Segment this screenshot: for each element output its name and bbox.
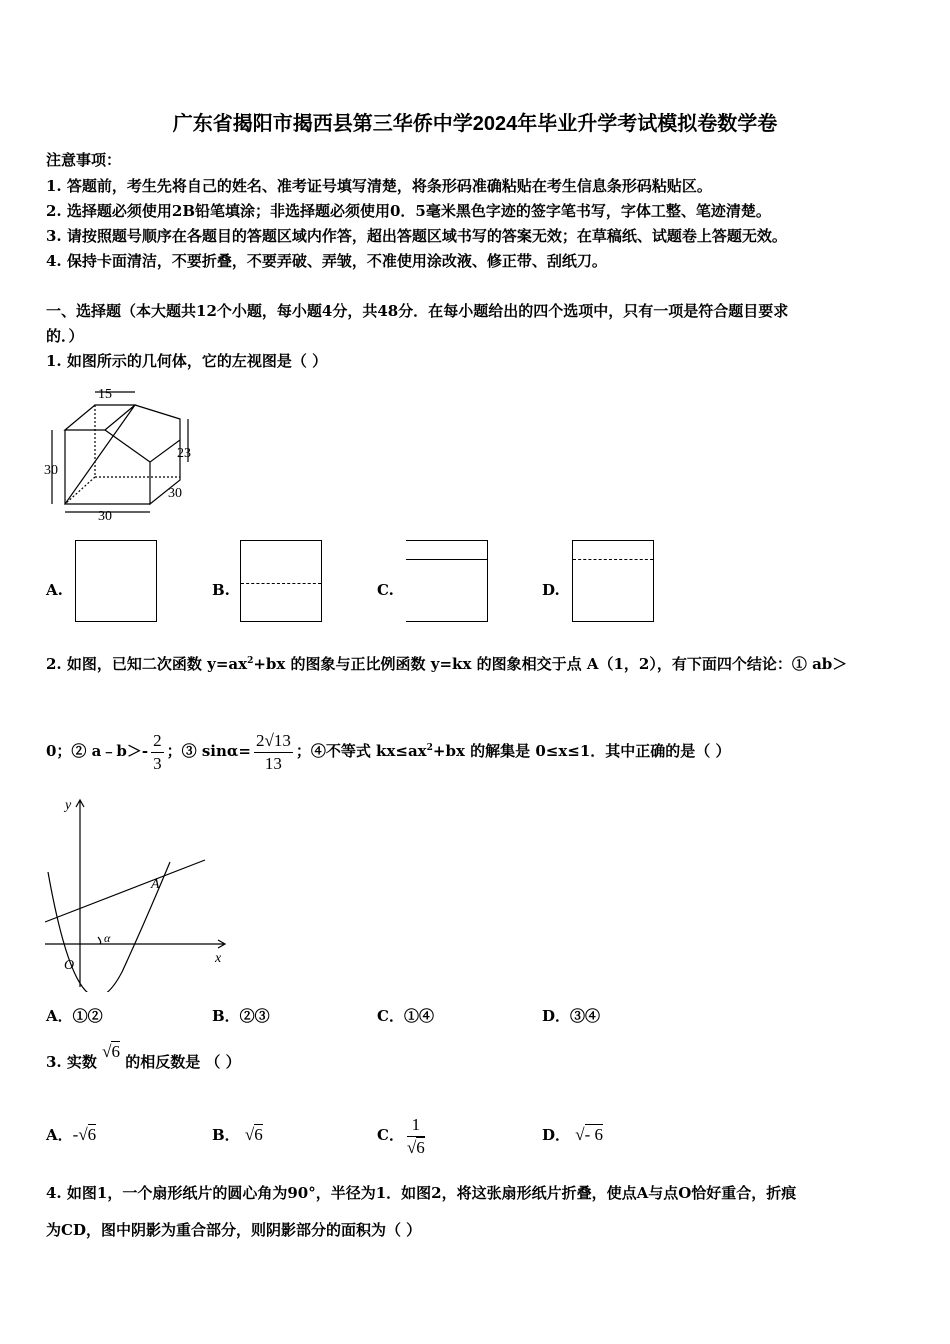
- q1-option-a-label[interactable]: A.: [46, 581, 63, 599]
- dim-label: 30: [44, 463, 58, 478]
- section-heading: 一、选择题（本大题共12个小题，每小题4分，共48分．在每小题给出的四个选项中，只有一项是符合题目要求: [46, 302, 789, 320]
- text: 3. 实数: [46, 1053, 97, 1071]
- option-label: C．: [377, 1126, 404, 1144]
- q2-option-d[interactable]: D．③④: [542, 1007, 601, 1025]
- dim-label: 30: [98, 509, 112, 522]
- hidden-edge-line: [573, 559, 653, 560]
- sqrt: -√6: [72, 1125, 97, 1144]
- numerator: 2: [151, 730, 164, 753]
- text: +bx 的图象与正比例函数 y=kx 的图象相交于点 A（1，2），有下面四个结论：① ab＞: [253, 655, 848, 673]
- note-item: 4. 保持卡面清洁，不要折叠，不要弄破、弄皱，不准使用涂改液、修正带、刮纸刀。: [46, 252, 607, 270]
- q1-solid-figure: [40, 382, 200, 522]
- sqrt: √6: [102, 1042, 120, 1061]
- text: 2. 如图，已知二次函数 y=ax: [46, 655, 248, 673]
- page-title: 广东省揭阳市揭西县第三华侨中学2024年毕业升学考试模拟卷数学卷: [172, 113, 778, 135]
- q2-stem-line2: [46, 718, 731, 781]
- numerator: 1: [407, 1114, 425, 1137]
- radicand: 6: [254, 1125, 263, 1144]
- q1-option-d-figure[interactable]: [572, 540, 654, 622]
- denominator: 3: [153, 753, 162, 773]
- option-label: D．: [542, 1126, 571, 1144]
- fraction: [407, 1114, 425, 1159]
- radicand: 6: [111, 1042, 120, 1061]
- q1-option-a-figure[interactable]: [75, 540, 157, 622]
- q1-option-c-label[interactable]: C.: [377, 581, 394, 599]
- q4-stem-line1: 4. 如图1，一个扇形纸片的圆心角为90°，半径为1．如图2，将这张扇形纸片折叠，使点A与点O恰好重合，折痕: [46, 1184, 797, 1202]
- radicand: - 6: [584, 1125, 604, 1144]
- numerator: 2√13: [254, 730, 293, 753]
- exponent: 2: [426, 743, 433, 753]
- section-heading-cont: 的．）: [46, 327, 84, 345]
- option-label: A．: [46, 1126, 73, 1144]
- option-label: B．: [212, 1126, 240, 1144]
- radicand: 6: [416, 1137, 425, 1157]
- exponent: 2: [247, 656, 254, 666]
- q1-option-d-label[interactable]: D.: [542, 581, 560, 599]
- origin-label: O: [64, 958, 75, 973]
- notes-heading: 注意事项：: [46, 151, 122, 169]
- q3-option-a[interactable]: [46, 1125, 96, 1145]
- q3-stem: [46, 1042, 241, 1072]
- dim-label: 15: [98, 387, 112, 402]
- q1-option-b-label[interactable]: B.: [212, 581, 230, 599]
- sqrt: √- 6: [575, 1125, 604, 1144]
- dim-label: 23: [177, 446, 191, 461]
- q2-option-b[interactable]: B．②③: [212, 1007, 270, 1025]
- text: 的相反数是 （ ）: [125, 1053, 241, 1071]
- angle-label: α: [104, 931, 111, 945]
- sqrt: √6: [244, 1125, 263, 1144]
- point-a-label: A: [151, 877, 160, 892]
- note-item: 3. 请按照题号顺序在各题目的答题区域内作答，超出答题区域书写的答案无效；在草稿纸、试题卷上答题无效。: [46, 227, 787, 245]
- hidden-edge-line: [241, 583, 321, 584]
- text: 0；② a﹣b＞-: [46, 742, 149, 760]
- note-item: 2. 选择题必须使用2B铅笔填涂；非选择题必须使用0．5毫米黑色字迹的签字笔书写，字体工整、笔迹清楚。: [46, 202, 771, 220]
- y-axis-label: y: [65, 798, 72, 813]
- text: ；③ sinα=: [166, 742, 251, 760]
- q4-stem-line2: 为CD，图中阴影为重合部分，则阴影部分的面积为（ ）: [46, 1221, 422, 1239]
- x-axis-label: x: [215, 951, 222, 966]
- denominator: 13: [264, 753, 282, 773]
- q3-option-b[interactable]: [212, 1125, 263, 1145]
- fraction: [254, 730, 293, 775]
- q3-option-d[interactable]: [542, 1125, 603, 1145]
- q1-stem: 1. 如图所示的几何体，它的左视图是（ ）: [46, 352, 328, 370]
- text: ；④不等式 kx≤ax: [295, 742, 427, 760]
- fraction: [151, 730, 164, 775]
- q2-function-graph: [40, 792, 230, 992]
- denominator: √6: [406, 1137, 425, 1157]
- q1-option-c-figure[interactable]: [406, 540, 488, 622]
- text: +bx 的解集是 0≤x≤1．其中正确的是（ ）: [432, 742, 731, 760]
- q2-stem-line1: [46, 651, 847, 674]
- edge-line: [406, 559, 487, 560]
- q2-option-c[interactable]: C．①④: [377, 1007, 434, 1025]
- note-item: 1. 答题前，考生先将自己的姓名、准考证号填写清楚，将条形码准确粘贴在考生信息条形码粘贴区。: [46, 177, 712, 195]
- dim-label: 30: [168, 486, 182, 501]
- q2-option-a[interactable]: A．①②: [46, 1007, 103, 1025]
- q1-option-b-figure[interactable]: [240, 540, 322, 622]
- sign: -: [72, 1125, 79, 1144]
- radicand: 6: [87, 1125, 97, 1144]
- q3-option-c[interactable]: [377, 1100, 428, 1170]
